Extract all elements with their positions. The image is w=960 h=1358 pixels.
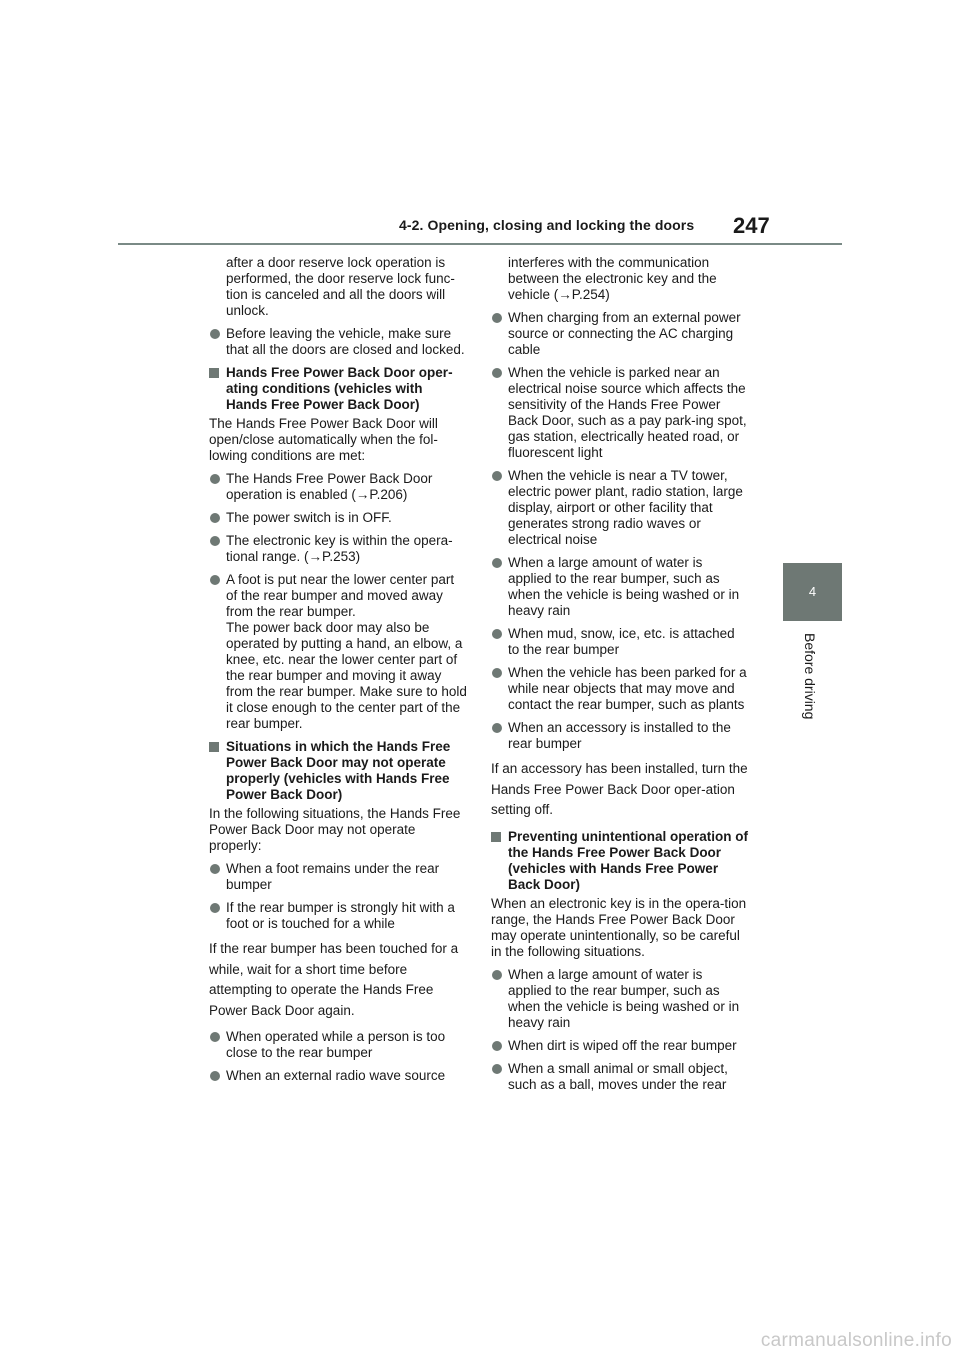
bullet-icon <box>210 329 220 339</box>
bullet-icon <box>210 536 220 546</box>
bullet-item <box>491 626 749 658</box>
bullet-item <box>209 1068 467 1084</box>
bullet-icon <box>492 723 502 733</box>
paragraph: If an accessory has been installed, turn the Hands Free Power Back Door oper-ation setting off. <box>491 761 748 817</box>
bullet-icon <box>210 575 220 585</box>
footer-watermark: carmanualsonline.info <box>760 1330 952 1351</box>
paragraph: When an electronic key is in the opera-tion range, the Hands Free Power Back Door may operate unintentionally, so be careful in the following situations. <box>491 895 747 959</box>
header-rule <box>118 243 842 245</box>
side-tab-label: Before driving <box>802 633 818 720</box>
bullet-icon <box>492 668 502 678</box>
square-marker-icon <box>209 742 219 752</box>
bullet-icon <box>210 864 220 874</box>
paragraph: The Hands Free Power Back Door will open/close automatically when the fol-lowing conditions are met: <box>209 416 438 463</box>
bullet-text: Before leaving the vehicle, make sure that all the doors are closed and locked. <box>226 326 465 357</box>
paragraph: In the following situations, the Hands Free Power Back Door may not operate properly: <box>209 806 461 853</box>
bullet-text: When the vehicle has been parked for a while near objects that may move and contact the rear bumper, such as plants <box>508 665 747 712</box>
bullet-item <box>491 365 749 461</box>
heading-text: Hands Free Power Back Door oper-ating conditions (vehicles with Hands Free Power Back Door) <box>226 365 453 412</box>
side-tab-number: 4 <box>808 584 817 599</box>
bullet-text-extra: The power back door may also be operated by putting a hand, an elbow, a knee, etc. near the lower center part of the rear bumper and moving it away from the rear bumper. Make sure to hold it close enough to the center part of the rear bumper. <box>226 620 467 731</box>
bullet-item <box>209 471 467 503</box>
bullet-text: If the rear bumper is strongly hit with a foot or is touched for a while <box>226 900 455 931</box>
bullet-icon <box>210 474 220 484</box>
bullet-item <box>491 1038 749 1054</box>
bullet-icon <box>210 513 220 523</box>
paragraph: If the rear bumper has been touched for a while, wait for a short time before attempting to operate the Hands Free Power Back Door again. <box>209 941 459 1018</box>
bullet-item <box>209 572 467 732</box>
bullet-item <box>491 555 749 619</box>
bullet-item <box>491 720 749 752</box>
bullet-text: When dirt is wiped off the rear bumper <box>508 1037 737 1053</box>
bullet-icon <box>492 471 502 481</box>
paragraph-continuation: after a door reserve lock operation is performed, the door reserve lock func-tion is canceled and all the doors will unlock. <box>226 255 455 318</box>
bullet-item <box>491 468 749 548</box>
bullet-text: When a small animal or small object, such as a ball, moves under the rear <box>508 1060 728 1092</box>
bullet-text: When the vehicle is parked near an electrical noise source which affects the sensitivity of the Hands Free Power Back Door, such as a pay park-ing spot, gas station, electrically heated road, or fluorescent light <box>508 365 747 460</box>
bullet-item <box>209 533 467 565</box>
bullet-icon <box>492 558 502 568</box>
bullet-item <box>209 900 467 932</box>
bullet-item <box>209 326 467 358</box>
paragraph-continuation: interferes with the communication between the electronic key and the vehicle (→P.254) <box>508 255 717 302</box>
bullet-text: The Hands Free Power Back Door operation is enabled (→P.206) <box>226 471 433 502</box>
heading-text: Situations in which the Hands Free Power Back Door may not operate properly (vehicles with Hands Free Power Back Door) <box>226 739 451 802</box>
page-number: 247 <box>733 213 770 238</box>
section-heading <box>209 365 467 413</box>
bullet-text: When an accessory is installed to the rear bumper <box>508 720 731 751</box>
heading-text: Preventing unintentional operation of the Hands Free Power Back Door (vehicles with Hands Free Power Back Door) <box>508 828 749 892</box>
bullet-text: When an external radio wave source <box>226 1068 446 1083</box>
section-heading <box>209 739 467 803</box>
section-heading <box>491 829 749 893</box>
bullet-item <box>209 861 467 893</box>
square-marker-icon <box>491 832 501 842</box>
bullet-text: When charging from an external power source or connecting the AC charging cable <box>508 310 741 357</box>
bullet-text: When a large amount of water is applied to the rear bumper, such as when the vehicle is being washed or in heavy rain <box>508 966 740 1030</box>
bullet-icon <box>210 1071 220 1081</box>
bullet-text: The electronic key is within the opera-tional range. (→P.253) <box>226 533 453 564</box>
bullet-item <box>491 665 749 713</box>
bullet-text: When a foot remains under the rear bumper <box>226 861 440 892</box>
side-tab <box>783 563 842 621</box>
bullet-text: A foot is put near the lower center part of the rear bumper and moved away from the rear bumper. <box>226 572 455 619</box>
bullet-text: When operated while a person is too close to the rear bumper <box>226 1029 446 1060</box>
right-column <box>491 255 749 1100</box>
bullet-item <box>491 967 749 1031</box>
bullet-icon <box>492 368 502 378</box>
left-column <box>209 255 467 1091</box>
bullet-text: When mud, snow, ice, etc. is attached to the rear bumper <box>508 626 735 657</box>
bullet-icon <box>492 313 502 323</box>
square-marker-icon <box>209 368 219 378</box>
bullet-icon <box>210 903 220 913</box>
bullet-icon <box>492 970 502 980</box>
bullet-icon <box>492 629 502 639</box>
bullet-item <box>491 1061 749 1093</box>
bullet-icon <box>492 1064 502 1074</box>
bullet-item <box>209 1029 467 1061</box>
bullet-item <box>491 310 749 358</box>
bullet-text: When the vehicle is near a TV tower, electric power plant, radio station, large display, airport or other facility that generates strong radio waves or electrical noise <box>508 468 743 547</box>
bullet-icon <box>492 1041 502 1051</box>
bullet-item <box>209 510 467 526</box>
bullet-text: When a large amount of water is applied to the rear bumper, such as when the vehicle is being washed or in heavy rain <box>508 555 740 618</box>
bullet-text: The power switch is in OFF. <box>226 510 392 525</box>
bullet-icon <box>210 1032 220 1042</box>
header-section-title: 4-2. Opening, closing and locking the doors <box>399 217 695 233</box>
